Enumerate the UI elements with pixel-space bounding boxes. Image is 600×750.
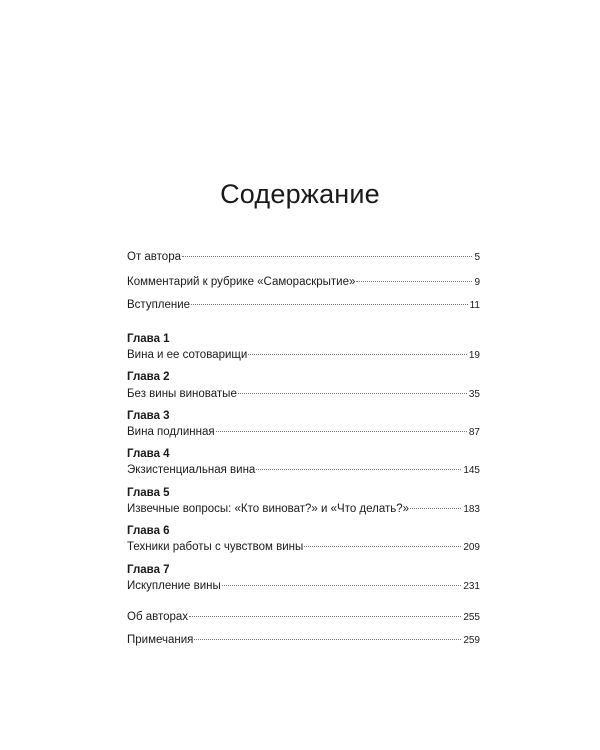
toc-page-number: 5 xyxy=(474,252,480,263)
toc-entry[interactable] xyxy=(127,347,480,363)
chapter-heading: Глава 6 xyxy=(127,525,170,537)
toc-entry[interactable] xyxy=(127,462,480,478)
toc-entry[interactable] xyxy=(127,501,480,517)
toc-entry[interactable] xyxy=(127,274,480,290)
dot-leader xyxy=(256,469,461,470)
chapter-heading: Глава 7 xyxy=(127,564,170,576)
chapter-heading: Глава 3 xyxy=(127,410,170,422)
toc-page-number: 87 xyxy=(468,427,480,438)
toc-entry-label: Комментарий к рубрике «Самораскрытие» xyxy=(127,276,356,288)
dot-leader xyxy=(248,354,467,355)
chapter-heading: Глава 5 xyxy=(127,487,170,499)
toc-entry-label: Экзистенциальная вина xyxy=(127,464,256,476)
toc-entry[interactable] xyxy=(127,386,480,402)
toc-entry-label: Вина и ее сотоварищи xyxy=(127,349,248,361)
toc-entry[interactable] xyxy=(127,424,480,440)
toc-entry-label: Извечные вопросы: «Кто виноват?» и «Что делать?» xyxy=(127,503,410,515)
toc-entry-label: Без вины виноватые xyxy=(127,388,237,400)
toc-entry[interactable] xyxy=(127,539,480,555)
chapter-heading: Глава 4 xyxy=(127,448,170,460)
toc-page-number: 9 xyxy=(474,277,480,288)
chapter-heading: Глава 1 xyxy=(127,333,170,345)
toc-entry-label: От автора xyxy=(127,251,181,263)
dot-leader xyxy=(410,508,461,509)
toc-entry[interactable] xyxy=(127,609,480,625)
toc-entry-label: Искупление вины xyxy=(127,580,221,592)
toc-page-number: 11 xyxy=(469,300,480,311)
dot-leader xyxy=(304,546,461,547)
toc-page-number: 255 xyxy=(463,612,480,623)
toc-page-number: 231 xyxy=(463,581,480,592)
dot-leader xyxy=(356,281,472,282)
chapter-heading: Глава 2 xyxy=(127,371,170,383)
toc-entry-label: Техники работы с чувством вины xyxy=(127,541,304,553)
toc-entry-label: Вступление xyxy=(127,299,191,311)
toc-page-number: 19 xyxy=(468,350,480,361)
page-title: Содержание xyxy=(220,179,380,209)
toc-entry[interactable] xyxy=(127,578,480,594)
toc-entry-label: Об авторах xyxy=(127,611,189,623)
toc-page-number: 183 xyxy=(463,504,480,515)
toc-entry-label: Примечания xyxy=(127,634,194,646)
toc-page-number: 209 xyxy=(463,542,480,553)
dot-leader xyxy=(191,304,468,305)
toc-entry[interactable] xyxy=(127,297,480,313)
toc-entry[interactable] xyxy=(127,249,480,265)
dot-leader xyxy=(222,585,462,586)
toc-page-number: 259 xyxy=(463,635,480,646)
toc-entry[interactable] xyxy=(127,632,480,648)
dot-leader xyxy=(189,616,461,617)
toc-page-number: 145 xyxy=(463,465,480,476)
dot-leader xyxy=(182,256,472,257)
dot-leader xyxy=(194,639,461,640)
dot-leader xyxy=(216,431,467,432)
toc-entry-label: Вина подлинная xyxy=(127,426,215,438)
toc-page-number: 35 xyxy=(468,389,480,400)
dot-leader xyxy=(238,393,467,394)
